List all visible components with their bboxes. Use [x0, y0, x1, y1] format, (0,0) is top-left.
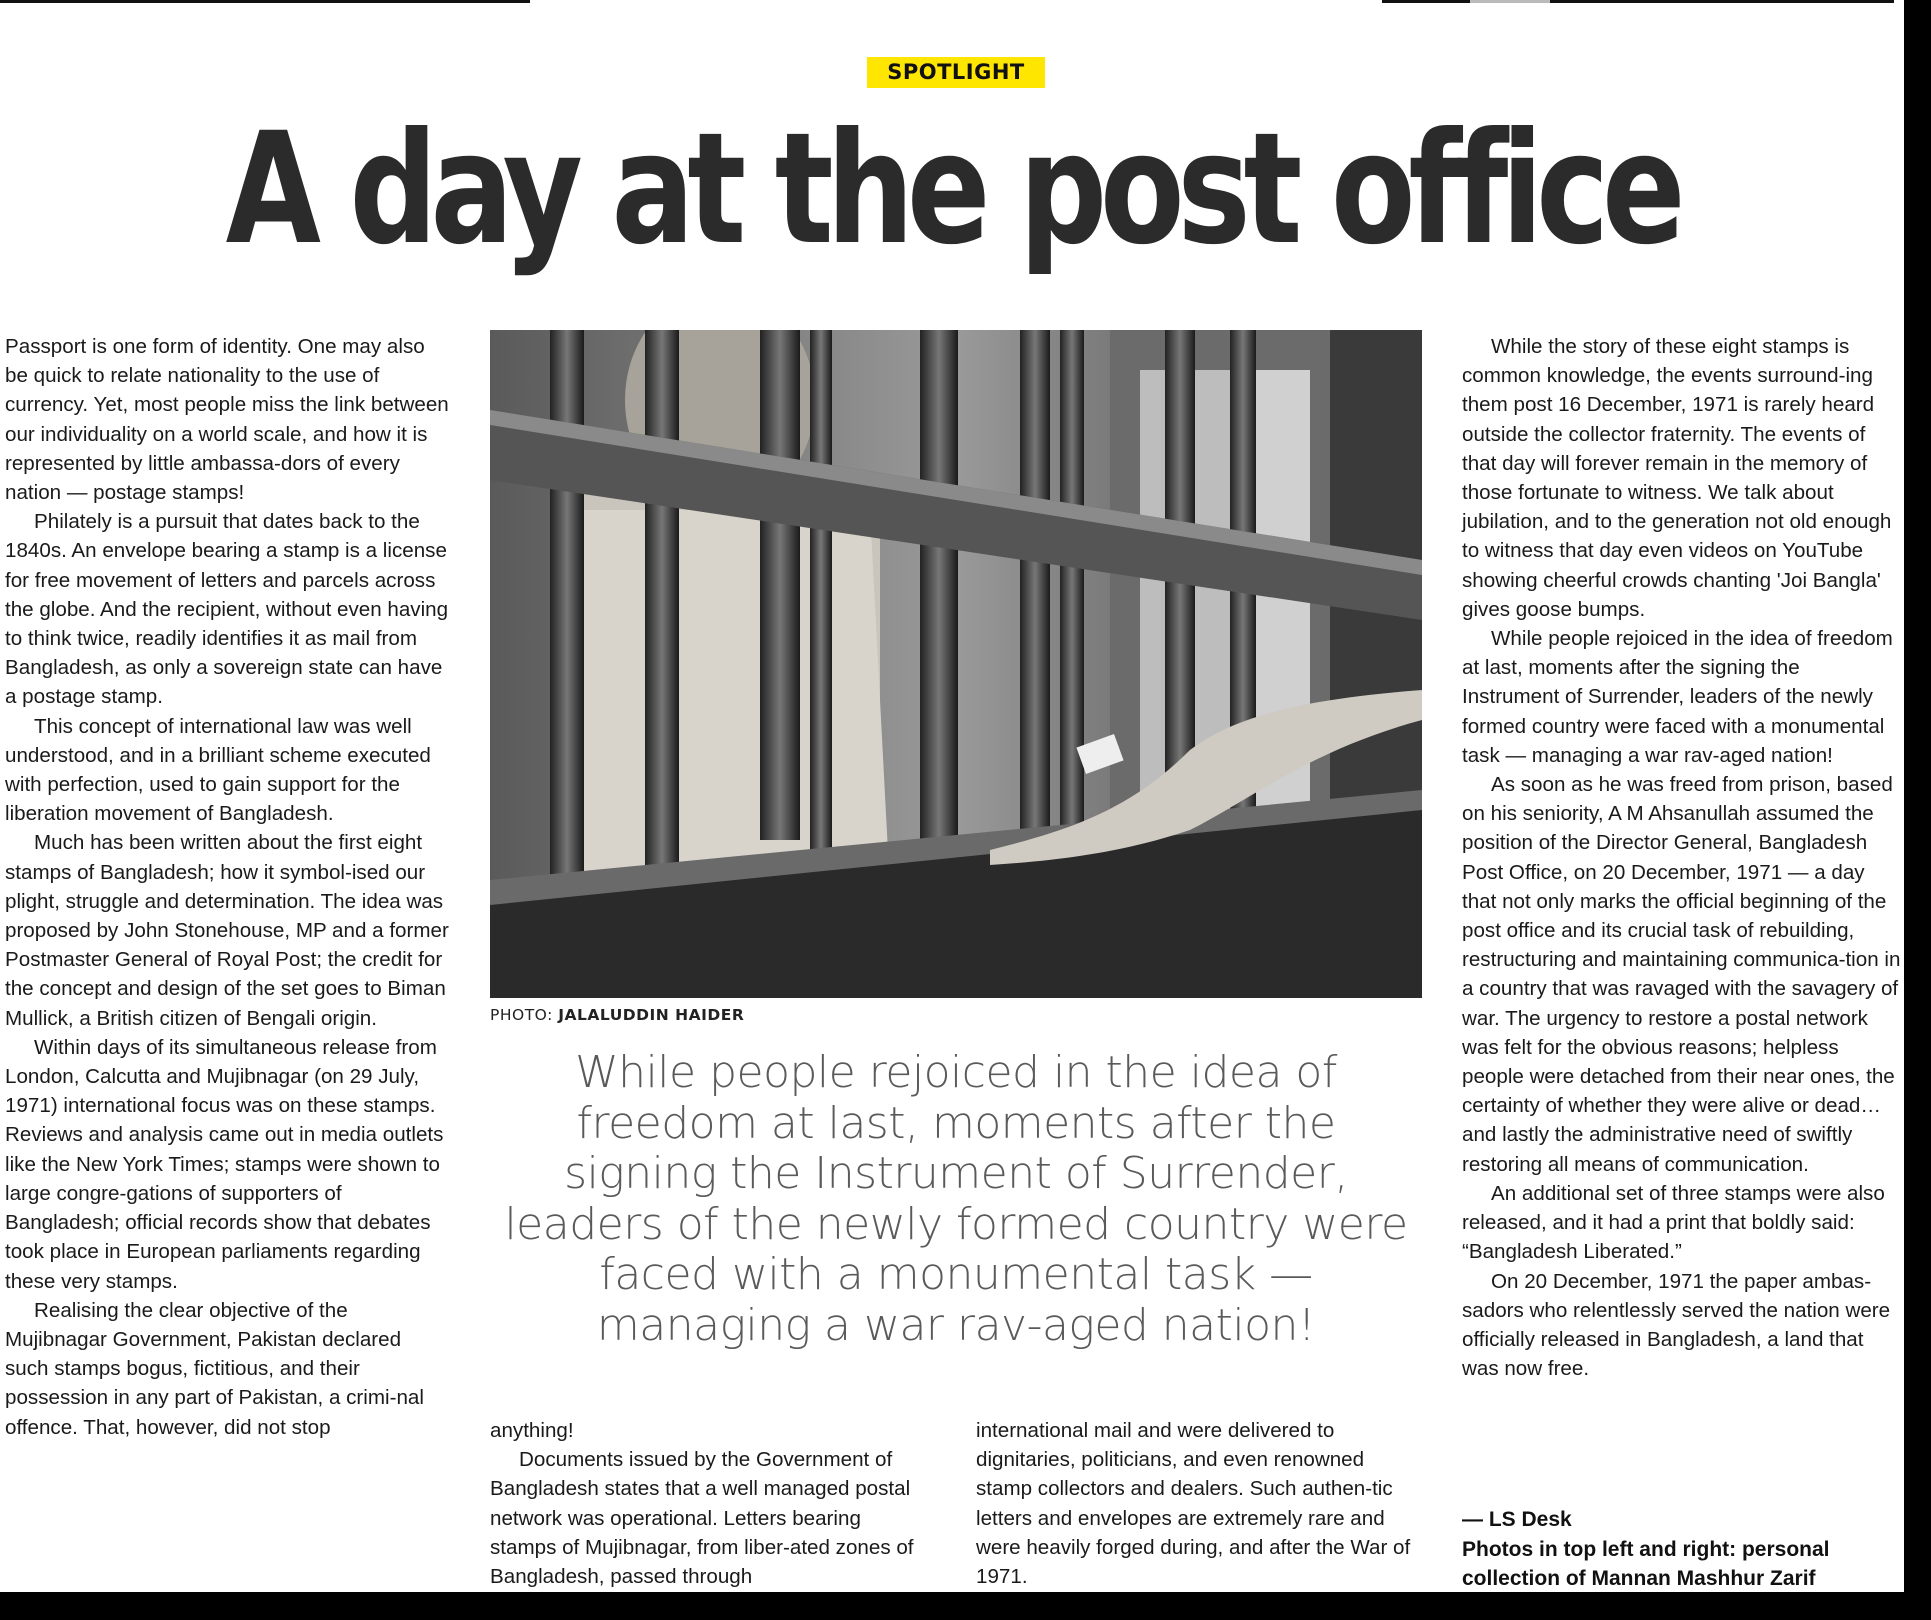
top-rule-right-gray — [1470, 0, 1550, 3]
paragraph: As soon as he was freed from prison, based on his seniority, A M Ahsanullah assumed the position of the Director General, Bangladesh Post Office, on 20 December, 1971 — a day that not only marks the official beginning of the post office and its crucial task of rebuilding, restructuring and maintaining communica-tion in a country that was ravaged with the savagery of war. The urgency to restore a postal network was felt for the obvious reasons; helpless people were detached from their near ones, the certainty of whether they were alive or dead…and lastly the administrative need of swiftly restoring all means of communication. — [1462, 773, 1901, 1176]
paragraph: Within days of its simultaneous release from London, Calcutta and Mujibnagar (on 29 July, 1971) international focus was on these stamps. Reviews and analysis came out in media outlets like the New York Times; stamps were shown to large congre-gations of supporters of Bangladesh; official records show that debates took place in European parliaments regarding these very stamps. — [5, 1035, 444, 1293]
paragraph: While the story of these eight stamps is common knowledge, the events surround-ing them post 16 December, 1971 is rarely heard outside the collector fraternity. The events of that day will forever remain in the memory of those fortunate to witness. We talk about jubilation, and to the generation not old enough to witness that day even videos on YouTube showing cheerful crowds chanting 'Joi Bangla' gives goose bumps. — [1462, 335, 1892, 621]
photo-attribution: Photos in top left and right: personal collection of Mannan Mashhur Zarif — [1462, 1537, 1830, 1590]
paragraph: While people rejoiced in the idea of freedom at last, moments after the signing the Instrument of Surrender, leaders of the newly formed country were faced with a monumental task — managing a war rav-aged nation! — [1462, 627, 1893, 767]
top-rule-left — [0, 0, 530, 3]
paragraph: On 20 December, 1971 the paper ambas-sadors who relentlessly served the nation were officially released in Bangladesh, a land that was now free. — [1462, 1269, 1891, 1381]
section-kicker: SPOTLIGHT — [867, 57, 1045, 88]
paragraph: This concept of international law was well understood, and in a brilliant scheme executed with perfection, used to gain support for the liberation movement of Bangladesh. — [5, 714, 431, 826]
top-rule-right — [1382, 0, 1894, 3]
paragraph: Philately is a pursuit that dates back to the 1840s. An envelope bearing a stamp is a license for free movement of letters and parcels across the globe. And the recipient, without even having to think twice, readily identifies it as mail from Bangladesh, as only a sovereign state can have a postage stamp. — [5, 510, 449, 709]
paragraph: Realising the clear objective of the Mujibnagar Government, Pakistan declared such stamps bogus, fictitious, and their possession in any part of Pakistan, a crimi-nal offence. That, however, did not stop — [5, 1298, 424, 1439]
column-2 — [490, 1416, 930, 1591]
photo-credit — [490, 1006, 744, 1024]
photo-credit-prefix: PHOTO: — [490, 1006, 553, 1024]
byline-block — [1462, 1505, 1902, 1592]
paragraph: Passport is one form of identity. One may also be quick to relate nationality to the use of currency. Yet, most people miss the link between our individuality on a world scale, and how it is represented by little ambassa-dors of every nation — postage stamps! — [5, 335, 449, 505]
post-office-counter-photo — [490, 330, 1422, 998]
column-3 — [976, 1416, 1416, 1591]
pull-quote: While people rejoiced in the idea of freedom at last, moments after the signing the Instrument of Surrender, leaders of the newly formed country were faced with a monumental task — managing a war rav-aged nation! — [504, 1047, 1408, 1351]
column-1 — [5, 332, 450, 1442]
paragraph: international mail and were delivered to dignitaries, politicians, and even renowned stamp collectors and dealers. Such authen-tic letters and envelopes are extremely rare and were heavily forged during, and after the War of 1971. — [976, 1419, 1411, 1589]
column-4 — [1462, 332, 1902, 1383]
paragraph: An additional set of three stamps were also released, and it had a print that boldly said: “Bangladesh Liberated.” — [1462, 1181, 1885, 1264]
photo-credit-name: JALALUDDIN HAIDER — [558, 1006, 745, 1024]
headline: A day at the post office — [225, 100, 1679, 279]
paragraph: anything! — [490, 1419, 574, 1442]
paragraph: Much has been written about the first eight stamps of Bangladesh; how it symbol-ised our plight, struggle and determination. The idea was proposed by John Stonehouse, MP and a former Postmaster General of Royal Post; the credit for the concept and design of the set goes to Biman Mullick, a British citizen of Bengali origin. — [5, 831, 449, 1030]
paragraph: Documents issued by the Government of Bangladesh states that a well managed postal network was operational. Letters bearing stamps of Mujibnagar, from liber-ated zones of Bangladesh, passed through — [490, 1448, 914, 1589]
byline-author: — LS Desk — [1462, 1508, 1572, 1531]
